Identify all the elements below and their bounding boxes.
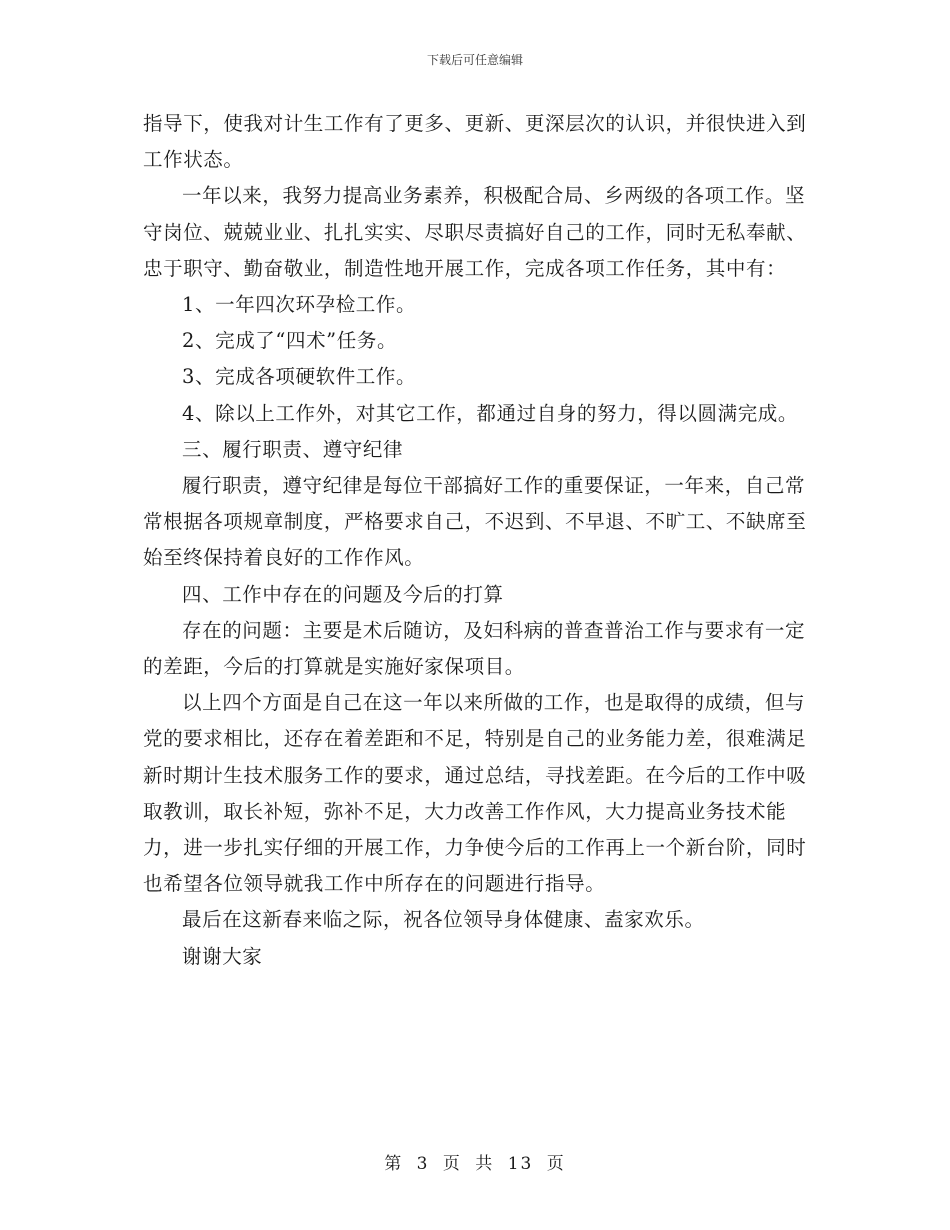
paragraph-work-summary: 一年以来，我努力提高业务素养，积极配合局、乡两级的各项工作。坚守岗位、兢兢业业、扎扎实实、尽职尽责搞好自己的工作，同时无私奉献、忠于职守、勤奋敬业，制造性地开展工作，完成各项工作任务，其中有： — [143, 184, 807, 280]
paragraph-continuation: 指导下，使我对计生工作有了更多、更新、更深层次的认识，并很快进入到工作状态。 — [143, 112, 807, 172]
paragraph-thanks: 谢谢大家 — [182, 944, 263, 968]
list-item-3: 3、完成各项硬软件工作。 — [182, 365, 417, 389]
paragraph-problems: 存在的问题：主要是术后随访，及妇科病的普查普治工作与要求有一定的差距，今后的打算就是实施好家保项目。 — [143, 618, 806, 679]
page-number: 第 3 页 共 13 页 — [384, 1154, 566, 1174]
document-body — [143, 106, 811, 975]
section-heading-3: 三、履行职责、遵守纪律 — [182, 437, 404, 461]
list-item-2: 2、完成了“四术”任务。 — [182, 329, 398, 353]
list-item-1: 1、一年四次环孕检工作。 — [182, 293, 417, 317]
page-header-note: 下载后可任意编辑 — [426, 53, 523, 67]
paragraph-conclusion: 以上四个方面是自己在这一年以来所做的工作，也是取得的成绩，但与党的要求相比，还存在着差距和不足，特别是自己的业务能力差，很难满足新时期计生技术服务工作的要求，通过总结，寻找差距。在今后的工作中吸取教训，取长补短，弥补不足，大力改善工作作风，大力提高业务技术能力，进一步扎实仔细的开展工作，力争使今后的工作再上一个新台阶，同时也希望各位领导就我工作中所存在的问题进行指导。 — [143, 691, 807, 896]
paragraph-discipline: 履行职责，遵守纪律是每位干部搞好工作的重要保证，一年来，自己常常根据各项规章制度，严格要求自己，不迟到、不早退、不旷工、不缺席至始至终保持着良好的工作作风。 — [143, 474, 807, 570]
paragraph-wishes: 最后在这新春来临之际，祝各位领导身体健康、盍家欢乐。 — [182, 908, 705, 932]
list-item-4: 4、除以上工作外，对其它工作，都通过自身的努力，得以圆满完成。 — [182, 401, 799, 425]
section-heading-4: 四、工作中存在的问题及今后的打算 — [182, 582, 504, 606]
